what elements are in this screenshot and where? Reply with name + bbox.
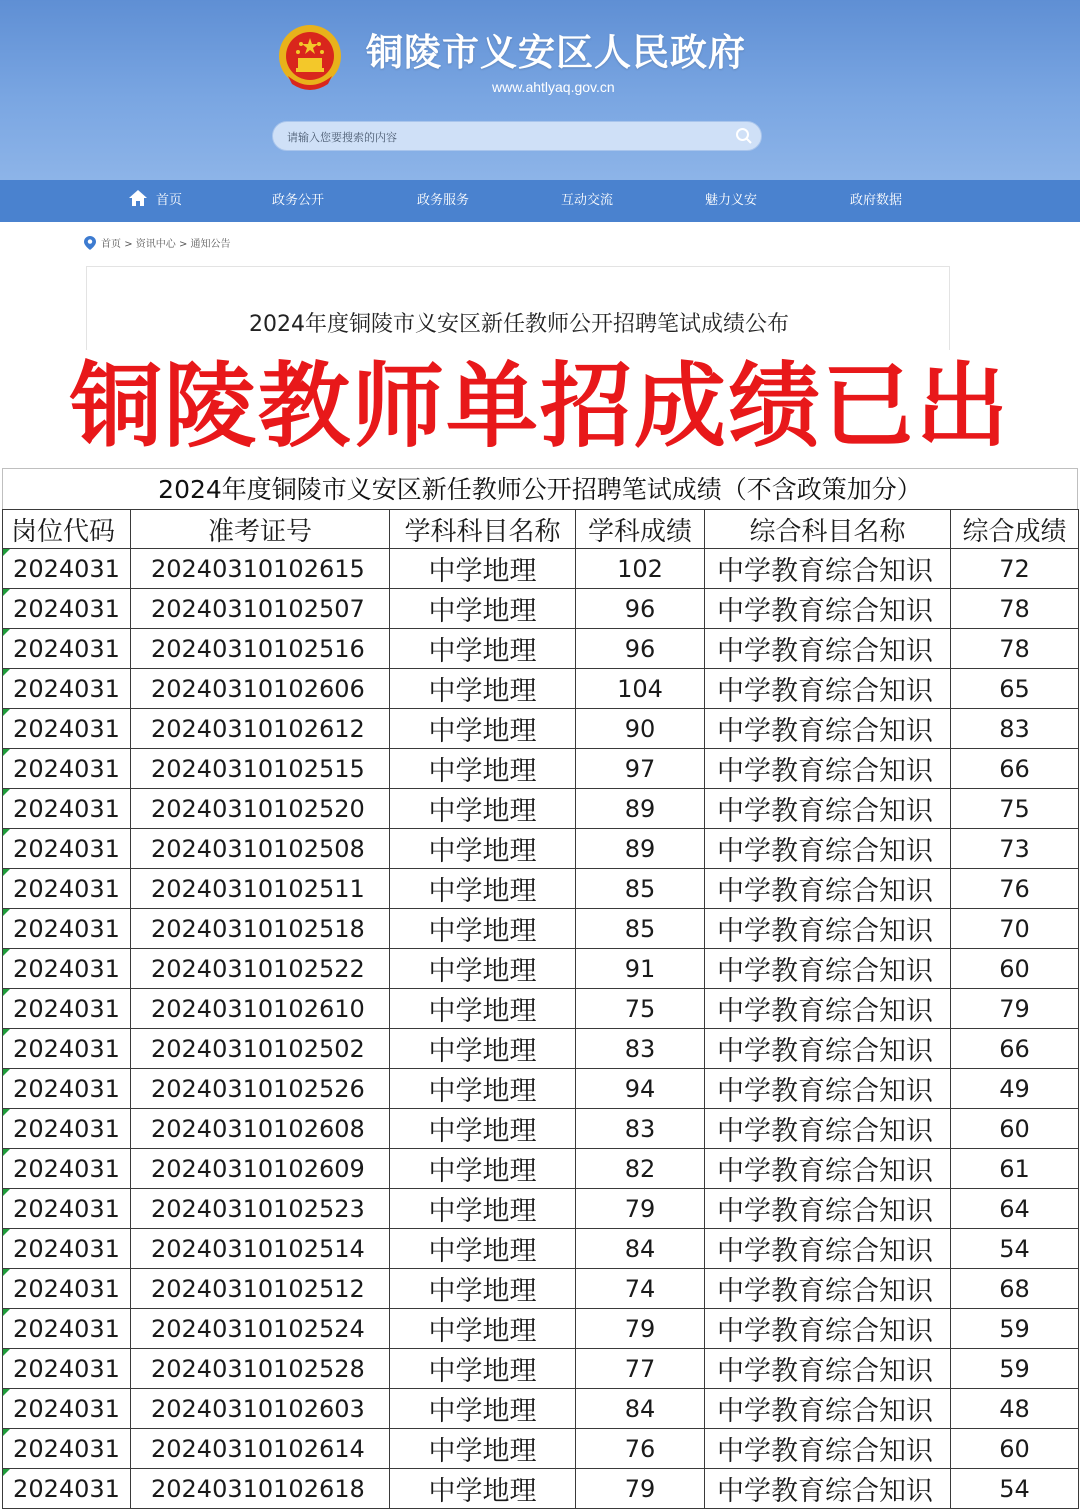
cell-comprehensive-name: 中学教育综合知识 bbox=[705, 1029, 951, 1069]
cell-subject-score: 97 bbox=[576, 749, 705, 789]
cell-comprehensive-name: 中学教育综合知识 bbox=[705, 829, 951, 869]
cell-subject-score: 85 bbox=[576, 869, 705, 909]
nav-item-gov-service[interactable]: 政务服务 bbox=[417, 193, 470, 208]
table-row bbox=[3, 709, 1079, 749]
cell-ticket-number: 20240310102515 bbox=[131, 749, 390, 789]
cell-comprehensive-name: 中学教育综合知识 bbox=[705, 669, 951, 709]
table-row bbox=[3, 949, 1079, 989]
cell-subject-name: 中学地理 bbox=[390, 1149, 576, 1189]
cell-subject-score: 89 bbox=[576, 829, 705, 869]
nav-item-charm-yian[interactable]: 魅力义安 bbox=[705, 193, 758, 208]
cell-subject-name: 中学地理 bbox=[390, 749, 576, 789]
table-row bbox=[3, 1149, 1079, 1189]
cell-post-code: 2024031 bbox=[3, 1189, 131, 1229]
cell-post-code: 2024031 bbox=[3, 1229, 131, 1269]
cell-subject-name: 中学地理 bbox=[390, 1069, 576, 1109]
table-row bbox=[3, 1069, 1079, 1109]
cell-subject-score: 77 bbox=[576, 1349, 705, 1389]
search-box bbox=[272, 121, 762, 151]
table-row bbox=[3, 1029, 1079, 1069]
cell-ticket-number: 20240310102615 bbox=[131, 549, 390, 589]
article-title: 2024年度铜陵市义安区新任教师公开招聘笔试成绩公布 bbox=[249, 312, 789, 337]
cell-comprehensive-score: 60 bbox=[951, 949, 1079, 989]
cell-comprehensive-score: 75 bbox=[951, 789, 1079, 829]
cell-ticket-number: 20240310102610 bbox=[131, 989, 390, 1029]
table-row bbox=[3, 589, 1079, 629]
cell-comprehensive-score: 73 bbox=[951, 829, 1079, 869]
cell-subject-name: 中学地理 bbox=[390, 1389, 576, 1429]
cell-subject-score: 76 bbox=[576, 1429, 705, 1469]
cell-comprehensive-name: 中学教育综合知识 bbox=[705, 1349, 951, 1389]
cell-subject-name: 中学地理 bbox=[390, 949, 576, 989]
cell-subject-score: 90 bbox=[576, 709, 705, 749]
cell-comprehensive-score: 70 bbox=[951, 909, 1079, 949]
breadcrumb-separator: > bbox=[124, 239, 136, 250]
cell-ticket-number: 20240310102502 bbox=[131, 1029, 390, 1069]
cell-subject-name: 中学地理 bbox=[390, 909, 576, 949]
cell-subject-name: 中学地理 bbox=[390, 869, 576, 909]
cell-comprehensive-score: 78 bbox=[951, 589, 1079, 629]
cell-ticket-number: 20240310102528 bbox=[131, 1349, 390, 1389]
cell-post-code: 2024031 bbox=[3, 1149, 131, 1189]
breadcrumb-notices[interactable]: 通知公告 bbox=[190, 239, 231, 250]
cell-ticket-number: 20240310102512 bbox=[131, 1269, 390, 1309]
cell-comprehensive-name: 中学教育综合知识 bbox=[705, 789, 951, 829]
cell-subject-score: 96 bbox=[576, 629, 705, 669]
cell-ticket-number: 20240310102609 bbox=[131, 1149, 390, 1189]
cell-comprehensive-name: 中学教育综合知识 bbox=[705, 1269, 951, 1309]
cell-comprehensive-score: 68 bbox=[951, 1269, 1079, 1309]
header-post-code: 岗位代码 bbox=[3, 510, 131, 549]
cell-post-code: 2024031 bbox=[3, 1469, 131, 1509]
cell-comprehensive-name: 中学教育综合知识 bbox=[705, 1389, 951, 1429]
header-comprehensive-name: 综合科目名称 bbox=[705, 510, 951, 549]
cell-ticket-number: 20240310102618 bbox=[131, 1469, 390, 1509]
cell-subject-score: 94 bbox=[576, 1069, 705, 1109]
cell-ticket-number: 20240310102523 bbox=[131, 1189, 390, 1229]
table-row bbox=[3, 1349, 1079, 1389]
table-row bbox=[3, 549, 1079, 589]
table-row bbox=[3, 1109, 1079, 1149]
cell-ticket-number: 20240310102612 bbox=[131, 709, 390, 749]
site-url: www.ahtlyaq.gov.cn bbox=[492, 79, 615, 95]
table-row bbox=[3, 869, 1079, 909]
cell-comprehensive-score: 49 bbox=[951, 1069, 1079, 1109]
header-subject-name: 学科科目名称 bbox=[390, 510, 576, 549]
cell-comprehensive-score: 59 bbox=[951, 1349, 1079, 1389]
cell-ticket-number: 20240310102514 bbox=[131, 1229, 390, 1269]
cell-comprehensive-name: 中学教育综合知识 bbox=[705, 549, 951, 589]
cell-subject-name: 中学地理 bbox=[390, 629, 576, 669]
cell-ticket-number: 20240310102511 bbox=[131, 869, 390, 909]
cell-subject-name: 中学地理 bbox=[390, 829, 576, 869]
cell-ticket-number: 20240310102606 bbox=[131, 669, 390, 709]
cell-subject-name: 中学地理 bbox=[390, 709, 576, 749]
cell-comprehensive-score: 65 bbox=[951, 669, 1079, 709]
header-subject-score: 学科成绩 bbox=[576, 510, 705, 549]
cell-comprehensive-score: 78 bbox=[951, 629, 1079, 669]
cell-post-code: 2024031 bbox=[3, 1109, 131, 1149]
table-row bbox=[3, 1429, 1079, 1469]
search-icon[interactable] bbox=[735, 127, 753, 145]
table-header-row bbox=[3, 510, 1079, 549]
cell-subject-score: 75 bbox=[576, 989, 705, 1029]
cell-subject-score: 85 bbox=[576, 909, 705, 949]
cell-subject-name: 中学地理 bbox=[390, 1349, 576, 1389]
site-header bbox=[0, 0, 1080, 180]
cell-ticket-number: 20240310102614 bbox=[131, 1429, 390, 1469]
cell-post-code: 2024031 bbox=[3, 589, 131, 629]
cell-comprehensive-name: 中学教育综合知识 bbox=[705, 1309, 951, 1349]
cell-subject-name: 中学地理 bbox=[390, 989, 576, 1029]
table-row bbox=[3, 749, 1079, 789]
table-row bbox=[3, 1469, 1079, 1509]
cell-comprehensive-score: 72 bbox=[951, 549, 1079, 589]
national-emblem-icon[interactable] bbox=[276, 22, 344, 94]
nav-item-gov-affairs-open[interactable]: 政务公开 bbox=[272, 193, 325, 208]
score-table-body bbox=[3, 549, 1079, 1509]
table-row bbox=[3, 1229, 1079, 1269]
cell-ticket-number: 20240310102608 bbox=[131, 1109, 390, 1149]
cell-comprehensive-score: 54 bbox=[951, 1229, 1079, 1269]
cell-subject-name: 中学地理 bbox=[390, 549, 576, 589]
cell-comprehensive-score: 48 bbox=[951, 1389, 1079, 1429]
cell-subject-score: 102 bbox=[576, 549, 705, 589]
cell-post-code: 2024031 bbox=[3, 749, 131, 789]
cell-subject-score: 79 bbox=[576, 1189, 705, 1229]
cell-comprehensive-score: 83 bbox=[951, 709, 1079, 749]
cell-ticket-number: 20240310102518 bbox=[131, 909, 390, 949]
table-row bbox=[3, 1269, 1079, 1309]
score-table bbox=[2, 509, 1079, 1509]
cell-ticket-number: 20240310102522 bbox=[131, 949, 390, 989]
cell-post-code: 2024031 bbox=[3, 1269, 131, 1309]
cell-subject-score: 84 bbox=[576, 1229, 705, 1269]
breadcrumb-home[interactable]: 首页 bbox=[101, 239, 121, 250]
cell-subject-score: 79 bbox=[576, 1309, 705, 1349]
cell-comprehensive-name: 中学教育综合知识 bbox=[705, 1069, 951, 1109]
cell-comprehensive-score: 76 bbox=[951, 869, 1079, 909]
cell-comprehensive-name: 中学教育综合知识 bbox=[705, 909, 951, 949]
home-icon bbox=[128, 189, 148, 207]
header-comprehensive-score: 综合成绩 bbox=[951, 510, 1079, 549]
cell-subject-name: 中学地理 bbox=[390, 1469, 576, 1509]
overlay-headline: 铜陵教师单招成绩已出 bbox=[69, 353, 1010, 460]
search-input[interactable] bbox=[285, 122, 719, 152]
cell-comprehensive-score: 59 bbox=[951, 1309, 1079, 1349]
cell-post-code: 2024031 bbox=[3, 1069, 131, 1109]
cell-comprehensive-score: 61 bbox=[951, 1149, 1079, 1189]
cell-comprehensive-name: 中学教育综合知识 bbox=[705, 1189, 951, 1229]
table-row bbox=[3, 1309, 1079, 1349]
table-row bbox=[3, 989, 1079, 1029]
cell-subject-name: 中学地理 bbox=[390, 669, 576, 709]
cell-comprehensive-name: 中学教育综合知识 bbox=[705, 989, 951, 1029]
cell-subject-score: 82 bbox=[576, 1149, 705, 1189]
cell-subject-score: 83 bbox=[576, 1109, 705, 1149]
cell-ticket-number: 20240310102520 bbox=[131, 789, 390, 829]
cell-post-code: 2024031 bbox=[3, 909, 131, 949]
cell-subject-score: 91 bbox=[576, 949, 705, 989]
cell-comprehensive-score: 60 bbox=[951, 1109, 1079, 1149]
cell-subject-name: 中学地理 bbox=[390, 789, 576, 829]
cell-comprehensive-name: 中学教育综合知识 bbox=[705, 749, 951, 789]
cell-subject-name: 中学地理 bbox=[390, 1269, 576, 1309]
cell-comprehensive-name: 中学教育综合知识 bbox=[705, 589, 951, 629]
table-row bbox=[3, 1389, 1079, 1429]
cell-post-code: 2024031 bbox=[3, 709, 131, 749]
cell-comprehensive-name: 中学教育综合知识 bbox=[705, 1149, 951, 1189]
cell-subject-score: 96 bbox=[576, 589, 705, 629]
cell-post-code: 2024031 bbox=[3, 669, 131, 709]
cell-comprehensive-score: 60 bbox=[951, 1429, 1079, 1469]
cell-comprehensive-name: 中学教育综合知识 bbox=[705, 1429, 951, 1469]
cell-comprehensive-score: 66 bbox=[951, 1029, 1079, 1069]
cell-post-code: 2024031 bbox=[3, 1349, 131, 1389]
cell-post-code: 2024031 bbox=[3, 869, 131, 909]
cell-comprehensive-name: 中学教育综合知识 bbox=[705, 629, 951, 669]
main-nav bbox=[0, 180, 1080, 222]
cell-comprehensive-name: 中学教育综合知识 bbox=[705, 869, 951, 909]
nav-item-home[interactable] bbox=[128, 180, 182, 222]
cell-ticket-number: 20240310102508 bbox=[131, 829, 390, 869]
cell-subject-score: 74 bbox=[576, 1269, 705, 1309]
cell-subject-name: 中学地理 bbox=[390, 1029, 576, 1069]
cell-comprehensive-name: 中学教育综合知识 bbox=[705, 709, 951, 749]
cell-comprehensive-score: 66 bbox=[951, 749, 1079, 789]
table-row bbox=[3, 1189, 1079, 1229]
nav-item-interaction[interactable]: 互动交流 bbox=[561, 193, 614, 208]
table-row bbox=[3, 789, 1079, 829]
cell-subject-name: 中学地理 bbox=[390, 1309, 576, 1349]
cell-subject-name: 中学地理 bbox=[390, 1189, 576, 1229]
table-row bbox=[3, 629, 1079, 669]
location-pin-icon bbox=[84, 236, 96, 250]
table-row bbox=[3, 909, 1079, 949]
cell-ticket-number: 20240310102526 bbox=[131, 1069, 390, 1109]
cell-ticket-number: 20240310102516 bbox=[131, 629, 390, 669]
cell-subject-score: 84 bbox=[576, 1389, 705, 1429]
cell-comprehensive-name: 中学教育综合知识 bbox=[705, 1469, 951, 1509]
cell-subject-score: 104 bbox=[576, 669, 705, 709]
cell-comprehensive-score: 79 bbox=[951, 989, 1079, 1029]
cell-comprehensive-score: 64 bbox=[951, 1189, 1079, 1229]
cell-subject-name: 中学地理 bbox=[390, 589, 576, 629]
cell-comprehensive-name: 中学教育综合知识 bbox=[705, 1109, 951, 1149]
cell-comprehensive-name: 中学教育综合知识 bbox=[705, 949, 951, 989]
table-row bbox=[3, 829, 1079, 869]
cell-comprehensive-name: 中学教育综合知识 bbox=[705, 1229, 951, 1269]
cell-subject-name: 中学地理 bbox=[390, 1109, 576, 1149]
cell-post-code: 2024031 bbox=[3, 1389, 131, 1429]
nav-item-label: 首页 bbox=[156, 193, 183, 208]
cell-ticket-number: 20240310102603 bbox=[131, 1389, 390, 1429]
cell-post-code: 2024031 bbox=[3, 949, 131, 989]
cell-subject-name: 中学地理 bbox=[390, 1429, 576, 1469]
header-ticket-number: 准考证号 bbox=[131, 510, 390, 549]
cell-post-code: 2024031 bbox=[3, 629, 131, 669]
cell-subject-name: 中学地理 bbox=[390, 1229, 576, 1269]
article-card bbox=[86, 266, 950, 350]
breadcrumb bbox=[84, 235, 231, 250]
cell-post-code: 2024031 bbox=[3, 1429, 131, 1469]
cell-subject-score: 79 bbox=[576, 1469, 705, 1509]
site-title[interactable]: 铜陵市义安区人民政府 bbox=[366, 31, 746, 74]
breadcrumb-separator: > bbox=[178, 239, 191, 250]
cell-post-code: 2024031 bbox=[3, 1029, 131, 1069]
cell-ticket-number: 20240310102524 bbox=[131, 1309, 390, 1349]
cell-post-code: 2024031 bbox=[3, 829, 131, 869]
table-caption: 2024年度铜陵市义安区新任教师公开招聘笔试成绩（不含政策加分） bbox=[2, 468, 1078, 509]
score-table-container bbox=[2, 468, 1078, 1509]
cell-post-code: 2024031 bbox=[3, 1309, 131, 1349]
cell-post-code: 2024031 bbox=[3, 989, 131, 1029]
cell-post-code: 2024031 bbox=[3, 549, 131, 589]
cell-ticket-number: 20240310102507 bbox=[131, 589, 390, 629]
cell-post-code: 2024031 bbox=[3, 789, 131, 829]
cell-subject-score: 89 bbox=[576, 789, 705, 829]
table-row bbox=[3, 669, 1079, 709]
breadcrumb-news-center[interactable]: 资讯中心 bbox=[135, 239, 176, 250]
nav-item-gov-data[interactable]: 政府数据 bbox=[850, 193, 903, 208]
cell-subject-score: 83 bbox=[576, 1029, 705, 1069]
cell-comprehensive-score: 54 bbox=[951, 1469, 1079, 1509]
